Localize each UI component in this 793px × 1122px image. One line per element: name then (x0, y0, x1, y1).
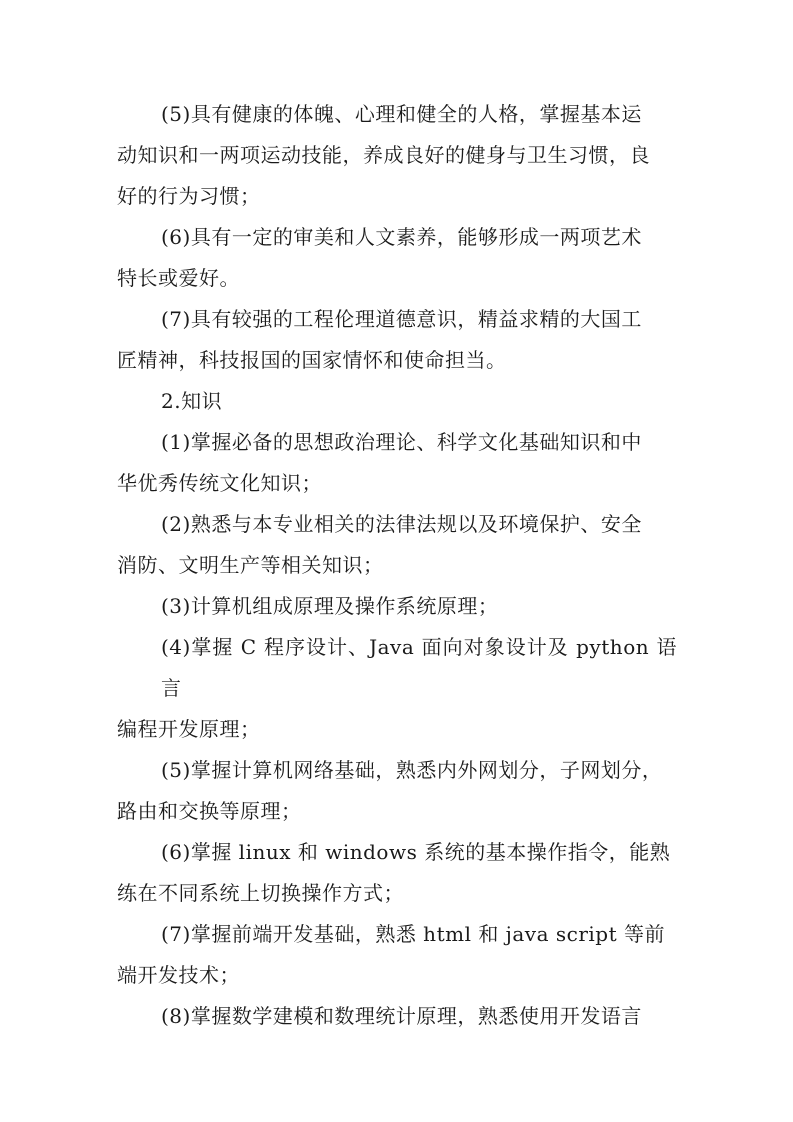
paragraph-line: 匠精神，科技报国的国家情怀和使命担当。 (117, 348, 507, 372)
paragraph-line: 端开发技术； (117, 963, 240, 987)
paragraph-line: (1)掌握必备的思想政治理论、科学文化基础知识和中 (161, 430, 642, 454)
paragraph-line: (6)具有一定的审美和人文素养，能够形成一两项艺术 (161, 225, 642, 249)
paragraph-knowledge-1 (117, 422, 677, 504)
paragraph-line: (5)具有健康的体魄、心理和健全的人格，掌握基本运 (161, 102, 642, 126)
paragraph-line: (5)掌握计算机网络基础，熟悉内外网划分，子网划分， (161, 758, 663, 782)
paragraph-line: 练在不同系统上切换操作方式； (117, 881, 404, 905)
paragraph-line: (3)计算机组成原理及操作系统原理； (161, 594, 499, 618)
paragraph-quality-6 (117, 217, 677, 299)
paragraph-line: 路由和交换等原理； (117, 799, 302, 823)
paragraph-line: 编程开发原理； (117, 717, 261, 741)
paragraph-line: 消防、文明生产等相关知识； (117, 553, 384, 577)
section-heading-text: 2.知识 (161, 389, 223, 413)
paragraph-line: 华优秀传统文化知识； (117, 471, 322, 495)
paragraph-line: 特长或爱好。 (117, 266, 240, 290)
paragraph-knowledge-4 (117, 627, 677, 750)
paragraph-knowledge-2 (117, 504, 677, 586)
paragraph-line: (7)掌握前端开发基础，熟悉 html 和 java script 等前 (161, 922, 666, 946)
section-heading-knowledge (117, 381, 677, 422)
paragraph-knowledge-3 (117, 586, 677, 627)
paragraph-knowledge-8 (117, 996, 677, 1037)
paragraph-line: (4)掌握 C 程序设计、Java 面向对象设计及 python 语言 (161, 635, 677, 700)
paragraph-line: (7)具有较强的工程伦理道德意识，精益求精的大国工 (161, 307, 642, 331)
document-body (117, 94, 677, 1037)
paragraph-line: (2)熟悉与本专业相关的法律法规以及环境保护、安全 (161, 512, 642, 536)
paragraph-line: 动知识和一两项运动技能，养成良好的健身与卫生习惯，良 (117, 143, 650, 167)
paragraph-knowledge-6 (117, 832, 677, 914)
paragraph-line: 好的行为习惯； (117, 184, 261, 208)
paragraph-quality-7 (117, 299, 677, 381)
paragraph-quality-5 (117, 94, 677, 217)
paragraph-knowledge-5 (117, 750, 677, 832)
paragraph-line: (6)掌握 linux 和 windows 系统的基本操作指令，能熟 (161, 840, 671, 864)
paragraph-line: (8)掌握数学建模和数理统计原理，熟悉使用开发语言 (161, 1004, 642, 1028)
paragraph-knowledge-7 (117, 914, 677, 996)
